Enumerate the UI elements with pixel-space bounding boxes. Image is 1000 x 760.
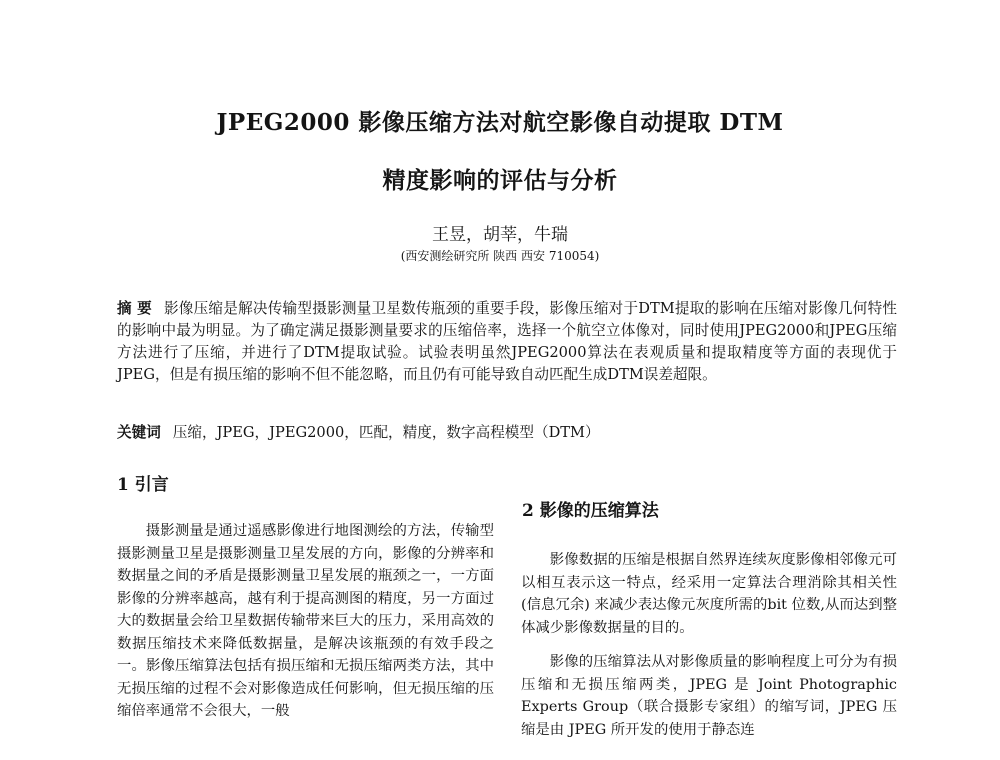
abstract	[117, 298, 897, 386]
paper-title-line-2: 精度影响的评估与分析	[382, 167, 618, 194]
section-2-body	[521, 549, 897, 741]
abstract-label: 摘 要	[117, 300, 152, 317]
section-1-heading: 1 引言	[117, 475, 169, 495]
abstract-text: 影像压缩是解决传输型摄影测量卫星数传瓶颈的重要手段，影像压缩对于DTM提取的影响在压缩对影像几何特性的影响中最为明显。为了确定满足摄影测量要求的压缩倍率，选择一个航空立体像对，同时使用JPEG2000和JPEG压缩方法进行了压缩，并进行了DTM提取试验。试验表明虽然JPEG2000算法在表观质量和提取精度等方面的表现优于JPEG，但是有损压缩的影响不但不能忽略，而且仍有可能导致自动匹配生成DTM误差超限。	[117, 300, 897, 383]
keywords-label: 关键词	[117, 424, 161, 441]
paper-title-line-1: JPEG2000 影像压缩方法对航空影像自动提取 DTM	[216, 109, 784, 136]
affiliation: (西安测绘研究所 陕西 西安 710054)	[400, 249, 600, 263]
section-2-paragraph-1: 影像数据的压缩是根据自然界连续灰度影像相邻像元可以相互表示这一特点，经采用一定算法合理消除其相关性(信息冗余) 来减少表达像元灰度所需的bit 位数,从而达到整体减少影像数据量的目的。	[521, 552, 897, 636]
section-1-paragraph: 摄影测量是通过遥感影像进行地图测绘的方法，传输型摄影测量卫星是摄影测量卫星发展的方向，影像的分辨率和数据量之间的矛盾是摄影测量卫星发展的瓶颈之一，一方面影像的分辨率越高，越有利于提高测图的精度，另一方面过大的数据量会给卫星数据传输带来巨大的压力，采用高效的数据压缩技术来降低数据量，是解决该瓶颈的有效手段之一。影像压缩算法包括有损压缩和无损压缩两类方法，其中无损压缩的过程不会对影像造成任何影响，但无损压缩的压缩倍率通常不会很大，一般	[117, 523, 494, 719]
keywords-text: 压缩，JPEG，JPEG2000，匹配，精度，数字高程模型（DTM）	[172, 424, 600, 441]
section-2-heading: 2 影像的压缩算法	[522, 501, 659, 521]
section-2-paragraph-2: 影像的压缩算法从对影像质量的影响程度上可分为有损压缩和无损压缩两类，JPEG 是 Joint Photographic Experts Group（联合摄影专家组）的缩写词，JPEG 压缩是由 JPEG 所开发的使用于静态连	[521, 654, 897, 738]
section-1-body	[117, 520, 494, 723]
author-list: 王昱，胡莘，牛瑞	[432, 225, 568, 245]
keywords	[117, 422, 897, 444]
